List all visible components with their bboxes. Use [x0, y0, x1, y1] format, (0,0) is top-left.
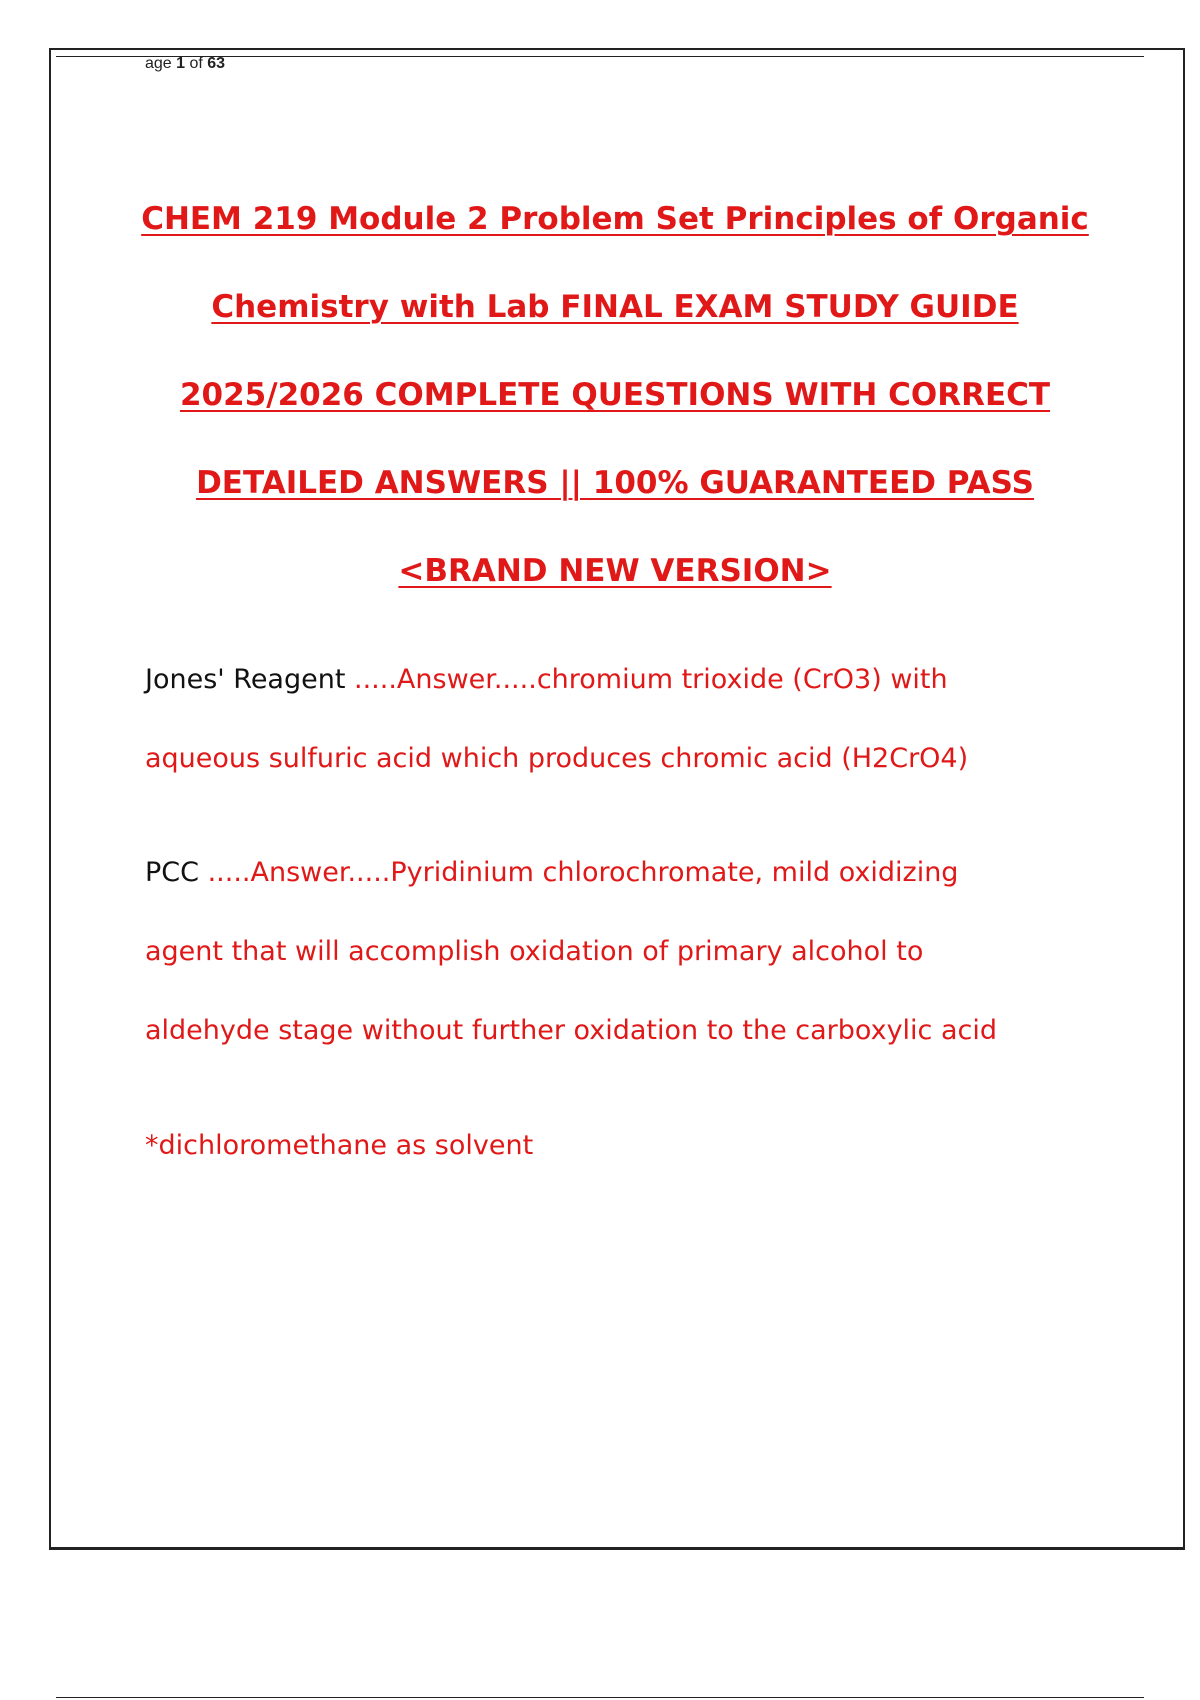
footer-rule — [56, 1697, 1144, 1698]
page-of: of — [185, 55, 208, 72]
page-total: 63 — [207, 55, 226, 72]
answer-marker: .....Answer..... — [207, 857, 391, 888]
title-line-1: CHEM 219 Module 2 Problem Set Principles of Organic — [141, 201, 1089, 237]
answer-text: chromium trioxide (CrO3) with — [536, 664, 948, 695]
title-line-4: DETAILED ANSWERS || 100% GUARANTEED PASS — [196, 465, 1034, 501]
answer-text: agent that will accomplish oxidation of primary alcohol to — [145, 936, 924, 967]
answer-marker: .....Answer..... — [354, 664, 537, 695]
qa-term: PCC — [145, 857, 208, 888]
title-line-2: Chemistry with Lab FINAL EXAM STUDY GUIDE — [211, 289, 1019, 325]
document-title — [100, 175, 1130, 615]
qa-entry-pcc — [145, 833, 1145, 1070]
page-counter — [145, 54, 225, 74]
qa-term: Jones' Reagent — [145, 664, 355, 695]
title-line-3: 2025/2026 COMPLETE QUESTIONS WITH CORRECT — [179, 377, 1051, 413]
solvent-note: *dichloromethane as solvent — [145, 1130, 534, 1161]
answer-text: aldehyde stage without further oxidation to the carboxylic acid — [145, 1015, 998, 1046]
page-current: 1 — [176, 55, 186, 72]
answer-text: Pyridinium chlorochromate, mild oxidizing — [390, 857, 959, 888]
page-prefix: age — [145, 55, 177, 72]
answer-text: aqueous sulfuric acid which produces chromic acid (H2CrO4) — [145, 743, 969, 774]
title-line-5: <BRAND NEW VERSION> — [398, 553, 832, 589]
qa-entry-jones-reagent — [145, 640, 1145, 798]
